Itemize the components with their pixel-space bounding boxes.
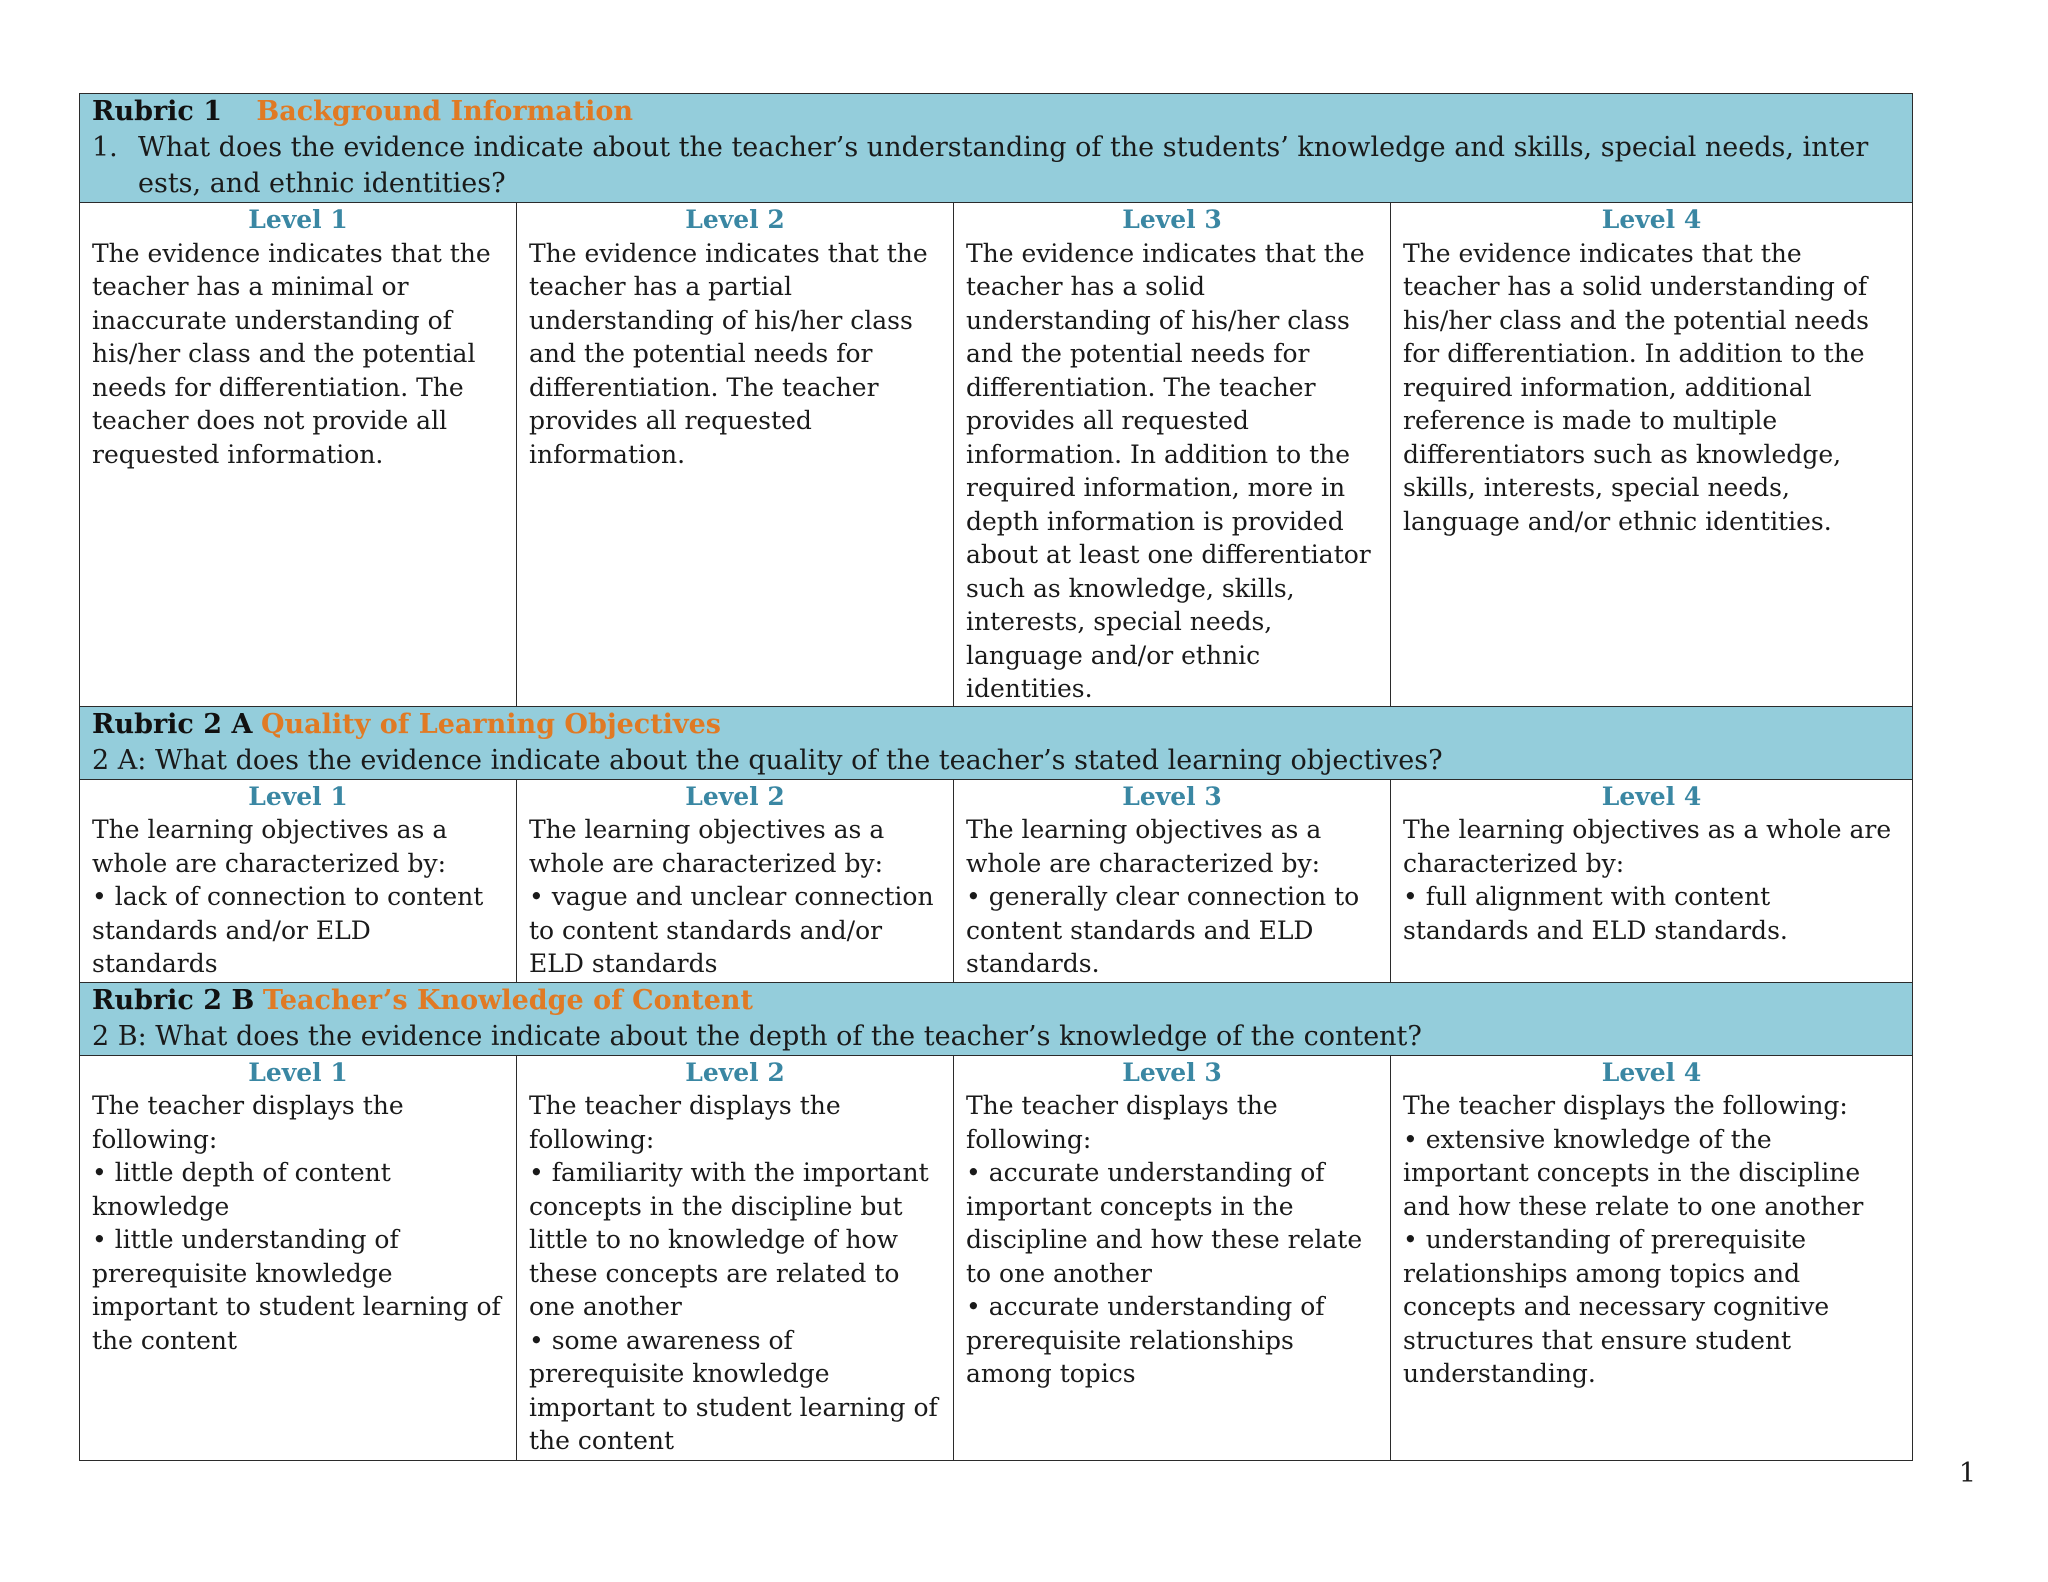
level-bullet: • accurate understanding of prerequisite relationships among topics bbox=[966, 1292, 1325, 1388]
level-heading: Level 2 bbox=[685, 781, 785, 811]
level-heading: Level 4 bbox=[1601, 781, 1702, 811]
level-heading: Level 1 bbox=[248, 205, 348, 234]
rubric-2b-level-4-cell bbox=[1391, 1055, 1913, 1460]
rubric-2a-label: Rubric 2 A bbox=[92, 708, 253, 740]
level-description: The teacher displays the following: bbox=[966, 1091, 1278, 1154]
level-heading: Level 1 bbox=[248, 781, 348, 811]
rubric-2b-title: Teacher’s Knowledge of Content bbox=[262, 984, 754, 1016]
level-bullet: • little understanding of prerequisite knowledge important to student learning of the content bbox=[92, 1225, 501, 1355]
level-bullet: • accurate understanding of important concepts in the discipline and how these relate to one another bbox=[966, 1158, 1363, 1288]
rubric-2b-title-line bbox=[92, 983, 1900, 1019]
level-description: The teacher displays the following: bbox=[92, 1091, 404, 1154]
rubric-table bbox=[79, 93, 1913, 1461]
level-description: The teacher displays the following: bbox=[529, 1091, 841, 1154]
rubric-2a-level-2-cell bbox=[517, 779, 954, 982]
rubric-2a-question: 2 A: What does the evidence indicate about the quality of the teacher’s stated learning objectives? bbox=[92, 744, 1443, 776]
level-description: The teacher displays the following: bbox=[1403, 1091, 1848, 1120]
level-description: The learning objectives as a whole are characterized by: bbox=[966, 815, 1322, 878]
rubric-1-level-1-cell bbox=[80, 203, 517, 707]
level-description: The evidence indicates that the teacher has a minimal or inaccurate understanding of his/her class and the potential needs for differentiation. The teacher does not provide all requested information. bbox=[92, 238, 491, 469]
level-heading: Level 3 bbox=[1122, 781, 1222, 811]
rubric-2a-levels-row bbox=[80, 779, 1913, 982]
rubric-1-header bbox=[80, 94, 1913, 203]
level-bullet: • some awareness of prerequisite knowledge important to student learning of the content bbox=[529, 1325, 938, 1455]
level-description: The learning objectives as a whole are characterized by: bbox=[92, 815, 448, 878]
rubric-2a-header bbox=[80, 706, 1913, 779]
level-bullet: • generally clear connection to content standards and ELD standards. bbox=[966, 882, 1360, 978]
level-heading: Level 3 bbox=[1122, 1057, 1222, 1087]
level-bullet: • vague and unclear connection to content standards and/or ELD standards bbox=[529, 882, 934, 978]
rubric-2b-header bbox=[80, 982, 1913, 1055]
level-description: The evidence indicates that the teacher has a partial understanding of his/her class and the potential needs for differentiation. The teacher provides all requested information. bbox=[529, 238, 928, 469]
level-heading: Level 4 bbox=[1601, 205, 1702, 234]
rubric-1-level-3-cell bbox=[954, 203, 1391, 707]
rubric-1-question-row bbox=[92, 130, 1900, 202]
level-heading: Level 1 bbox=[248, 1057, 348, 1087]
rubric-2b-level-3-cell bbox=[954, 1055, 1391, 1460]
level-heading: Level 4 bbox=[1601, 1057, 1702, 1087]
rubric-2a-header-row bbox=[80, 706, 1913, 779]
level-bullet: • full alignment with content standards and ELD standards. bbox=[1403, 882, 1788, 945]
rubric-2b-label: Rubric 2 B bbox=[92, 984, 255, 1016]
level-heading: Level 2 bbox=[685, 205, 785, 234]
level-bullet: • understanding of prerequisite relationships among topics and concepts and necessary cognitive structures that ensure student understanding. bbox=[1403, 1225, 1830, 1388]
level-bullet: • familiarity with the important concepts in the discipline but little to no knowledge of how these concepts are related to one another bbox=[529, 1158, 929, 1321]
rubric-2a-level-4-cell bbox=[1391, 779, 1913, 982]
level-description: The evidence indicates that the teacher has a solid understanding of his/her class and the potential needs for differentiation. The teacher provides all requested information. In addition to the required information, more in depth information is provided about at least one differentiator such as knowledge, skills, interests, special needs, language and/or ethnic identities. bbox=[966, 238, 1371, 703]
rubric-2b-question: 2 B: What does the evidence indicate about the depth of the teacher’s knowledge of the content? bbox=[92, 1020, 1422, 1052]
rubric-1-question-number: 1. bbox=[92, 132, 118, 163]
rubric-2b-levels-row bbox=[80, 1055, 1913, 1460]
rubric-2b-level-1-cell bbox=[80, 1055, 517, 1460]
level-description: The learning objectives as a whole are characterized by: bbox=[1403, 815, 1892, 878]
rubric-2b-level-2-cell bbox=[517, 1055, 954, 1460]
rubric-1-title: Background Information bbox=[256, 96, 634, 127]
level-description: The evidence indicates that the teacher has a solid understanding of his/her class and the potential needs for differentiation. In addition to the required information, additional reference is made to multiple differentiators such as knowledge, skills, interests, special needs, language and/or ethnic identities. bbox=[1403, 238, 1869, 536]
rubric-2a-title: Quality of Learning Objectives bbox=[261, 708, 722, 740]
rubric-2a-title-line bbox=[92, 707, 1900, 743]
rubric-2b-header-row bbox=[80, 982, 1913, 1055]
rubric-1-question: What does the evidence indicate about the teacher’s understanding of the students’ knowledge and skills, special needs, inter ests, and ethnic identities? bbox=[138, 132, 1869, 199]
page-number: 1 bbox=[1958, 1458, 1976, 1489]
rubric-1-level-4-cell bbox=[1391, 203, 1913, 707]
level-bullet: • little depth of content knowledge bbox=[92, 1158, 391, 1221]
rubric-1-level-2-cell bbox=[517, 203, 954, 707]
rubric-1-levels-row bbox=[80, 203, 1913, 707]
level-heading: Level 2 bbox=[685, 1057, 785, 1087]
level-bullet: • lack of connection to content standards and/or ELD standards bbox=[92, 882, 484, 978]
rubric-2a-level-3-cell bbox=[954, 779, 1391, 982]
rubric-1-label: Rubric 1 bbox=[92, 96, 223, 127]
rubric-1-title-line bbox=[92, 94, 1900, 130]
level-heading: Level 3 bbox=[1122, 205, 1222, 234]
rubric-1-header-row bbox=[80, 94, 1913, 203]
level-bullet: • extensive knowledge of the important concepts in the discipline and how these relate to one another bbox=[1403, 1124, 1864, 1221]
rubric-2a-level-1-cell bbox=[80, 779, 517, 982]
level-description: The learning objectives as a whole are characterized by: bbox=[529, 815, 885, 878]
